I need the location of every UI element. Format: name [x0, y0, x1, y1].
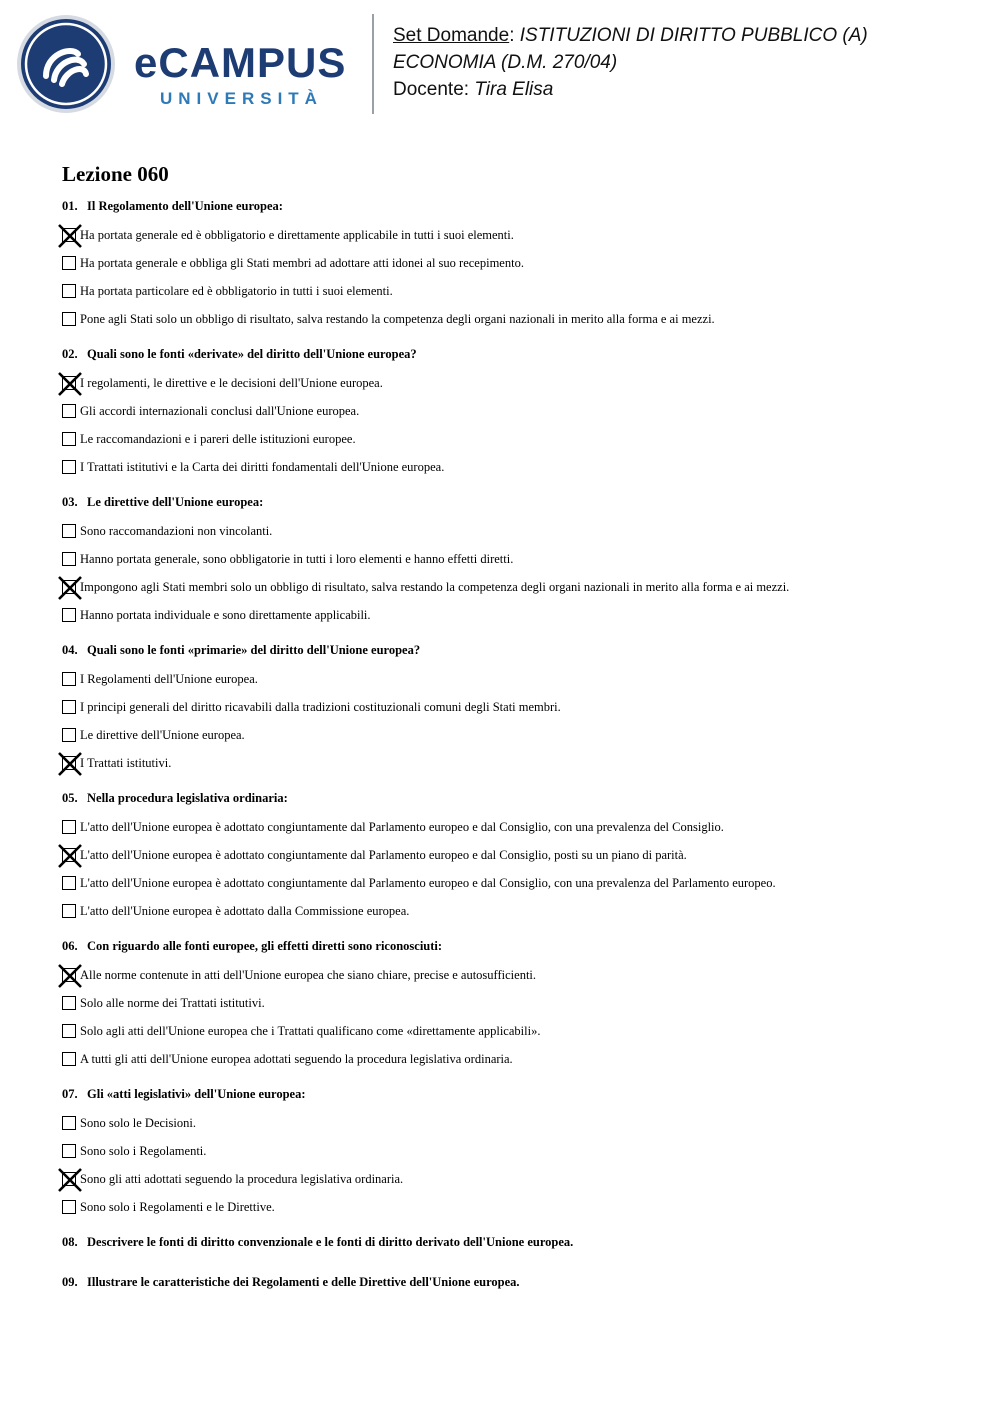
question-label: Con riguardo alle fonti europee, gli effetti diretti sono riconosciuti:	[87, 939, 443, 953]
answer-option[interactable]	[62, 721, 962, 749]
answer-text: Gli accordi internazionali conclusi dall'Unione europea.	[80, 403, 360, 418]
answer-text: L'atto dell'Unione europea è adottato congiuntamente dal Parlamento europeo e dal Consiglio, con una prevalenza del Consiglio.	[80, 819, 724, 834]
cross-mark-icon	[57, 371, 83, 397]
course-line1: ISTITUZIONI DI DIRITTO PUBBLICO (A)	[519, 25, 868, 46]
question-block	[62, 197, 962, 333]
answer-option[interactable]	[62, 1017, 962, 1045]
answer-checkbox[interactable]	[62, 284, 76, 298]
question-text	[62, 937, 962, 955]
question-label: Illustrare le caratteristiche dei Regolamenti e delle Direttive dell'Unione europea.	[87, 1275, 520, 1289]
answer-checkbox[interactable]	[62, 820, 76, 834]
question-block	[62, 789, 962, 925]
open-question	[62, 1273, 962, 1291]
answer-checkbox[interactable]	[62, 404, 76, 418]
answer-option[interactable]	[62, 749, 962, 777]
question-text	[62, 197, 962, 215]
question-number: 01.	[62, 199, 78, 213]
cross-mark-icon	[57, 843, 83, 869]
answer-checkbox[interactable]	[62, 700, 76, 714]
answer-text: L'atto dell'Unione europea è adottato congiuntamente dal Parlamento europeo e dal Consiglio, con una prevalenza del Parlamento europeo.	[80, 875, 776, 890]
answer-option[interactable]	[62, 841, 962, 869]
question-block	[62, 493, 962, 629]
ecampus-logo-icon	[16, 14, 116, 114]
answer-checkbox[interactable]	[62, 848, 76, 862]
answer-text: Le raccomandazioni e i pareri delle istituzioni europee.	[80, 431, 356, 446]
answer-text: I regolamenti, le direttive e le decisioni dell'Unione europea.	[80, 375, 383, 390]
page-header	[0, 0, 1000, 130]
answer-text: Alle norme contenute in atti dell'Unione europea che siano chiare, precise e autosufficienti.	[80, 967, 537, 982]
answer-option[interactable]	[62, 665, 962, 693]
question-number: 06.	[62, 939, 78, 953]
question-text	[62, 493, 962, 511]
answer-text: I Trattati istitutivi e la Carta dei diritti fondamentali dell'Unione europea.	[80, 459, 445, 474]
brand-name: eCAMPUS	[134, 39, 347, 86]
answer-text: Sono raccomandazioni non vincolanti.	[80, 523, 273, 538]
answer-checkbox[interactable]	[62, 968, 76, 982]
answer-option[interactable]	[62, 573, 962, 601]
question-number: 07.	[62, 1087, 78, 1101]
answer-checkbox[interactable]	[62, 1052, 76, 1066]
answer-checkbox[interactable]	[62, 432, 76, 446]
answer-text: Pone agli Stati solo un obbligo di risultato, salva restando la competenza degli organi nazionali in merito alla forma e ai mezzi.	[80, 311, 715, 326]
cross-mark-icon	[57, 751, 83, 777]
question-number: 05.	[62, 791, 78, 805]
answer-option[interactable]	[62, 869, 962, 897]
answer-text: A tutti gli atti dell'Unione europea adottati seguendo la procedura legislativa ordinaria.	[80, 1051, 513, 1066]
answer-text: I Regolamenti dell'Unione europea.	[80, 671, 258, 686]
set-colon: :	[509, 25, 515, 46]
answer-checkbox[interactable]	[62, 1024, 76, 1038]
answer-text: Solo alle norme dei Trattati istitutivi.	[80, 995, 265, 1010]
answer-option[interactable]	[62, 397, 962, 425]
answer-text: Sono gli atti adottati seguendo la procedura legislativa ordinaria.	[80, 1171, 404, 1186]
answer-option[interactable]	[62, 1165, 962, 1193]
answer-text: Sono solo i Regolamenti e le Direttive.	[80, 1199, 275, 1214]
answer-checkbox[interactable]	[62, 376, 76, 390]
answer-checkbox[interactable]	[62, 672, 76, 686]
answer-text: Solo agli atti dell'Unione europea che i Trattati qualificano come «direttamente applicabili».	[80, 1023, 541, 1038]
cross-mark-icon	[57, 1167, 83, 1193]
answer-option[interactable]	[62, 1137, 962, 1165]
answer-option[interactable]	[62, 961, 962, 989]
answer-checkbox[interactable]	[62, 996, 76, 1010]
answer-text: Hanno portata individuale e sono direttamente applicabili.	[80, 607, 371, 622]
question-block	[62, 937, 962, 1073]
answer-option[interactable]	[62, 1109, 962, 1137]
answer-text: Ha portata particolare ed è obbligatorio in tutti i suoi elementi.	[80, 283, 393, 298]
answer-text: Ha portata generale ed è obbligatorio e direttamente applicabile in tutti i suoi elementi.	[80, 227, 514, 242]
set-info	[393, 22, 868, 103]
brand-wordmark	[134, 39, 359, 112]
question-label: Le direttive dell'Unione europea:	[87, 495, 264, 509]
answer-checkbox[interactable]	[62, 1200, 76, 1214]
answer-option[interactable]	[62, 453, 962, 481]
answer-option[interactable]	[62, 369, 962, 397]
course-line2: ECONOMIA (D.M. 270/04)	[393, 52, 618, 73]
answer-checkbox[interactable]	[62, 228, 76, 242]
answer-option[interactable]	[62, 813, 962, 841]
answer-text: I Trattati istitutivi.	[80, 755, 172, 770]
answer-option[interactable]	[62, 545, 962, 573]
answer-text: L'atto dell'Unione europea è adottato dalla Commissione europea.	[80, 903, 410, 918]
question-number: 02.	[62, 347, 78, 361]
question-block	[62, 1085, 962, 1221]
question-number: 09.	[62, 1275, 78, 1289]
header-divider	[372, 14, 374, 114]
question-text	[62, 789, 962, 807]
answer-text: Sono solo i Regolamenti.	[80, 1143, 207, 1158]
question-number: 04.	[62, 643, 78, 657]
answer-text: Ha portata generale e obbliga gli Stati membri ad adottare atti idonei al suo recepimento.	[80, 255, 524, 270]
answer-checkbox[interactable]	[62, 1144, 76, 1158]
question-label: Il Regolamento dell'Unione europea:	[87, 199, 283, 213]
answer-text: L'atto dell'Unione europea è adottato congiuntamente dal Parlamento europeo e dal Consiglio, posti su un piano di parità.	[80, 847, 687, 862]
answer-option[interactable]	[62, 897, 962, 925]
answer-checkbox[interactable]	[62, 728, 76, 742]
answer-checkbox[interactable]	[62, 1172, 76, 1186]
question-block	[62, 345, 962, 481]
answer-option[interactable]	[62, 425, 962, 453]
answer-checkbox[interactable]	[62, 460, 76, 474]
question-block	[62, 641, 962, 777]
brand-subtitle: UNIVERSITÀ	[160, 89, 323, 108]
answer-checkbox[interactable]	[62, 876, 76, 890]
answer-option[interactable]	[62, 221, 962, 249]
question-text	[62, 1085, 962, 1103]
answer-text: Le direttive dell'Unione europea.	[80, 727, 245, 742]
cross-mark-icon	[57, 223, 83, 249]
answer-checkbox[interactable]	[62, 608, 76, 622]
answer-text: I principi generali del diritto ricavabili dalla tradizioni costituzionali comuni degli Stati membri.	[80, 699, 561, 714]
answer-checkbox[interactable]	[62, 552, 76, 566]
question-label: Nella procedura legislativa ordinaria:	[87, 791, 288, 805]
question-number: 03.	[62, 495, 78, 509]
answer-option[interactable]	[62, 1045, 962, 1073]
question-list	[62, 197, 962, 1313]
answer-option[interactable]	[62, 249, 962, 277]
answer-text: Impongono agli Stati membri solo un obbligo di risultato, salva restando la competenza degli organi nazionali in merito alla forma e ai mezzi.	[80, 579, 790, 594]
answer-checkbox[interactable]	[62, 756, 76, 770]
teacher-label: Docente:	[393, 79, 470, 100]
set-label: Set Domande	[393, 25, 510, 46]
cross-mark-icon	[57, 575, 83, 601]
answer-checkbox[interactable]	[62, 904, 76, 918]
answer-option[interactable]	[62, 601, 962, 629]
cross-mark-icon	[57, 963, 83, 989]
lesson-title: Lezione 060	[62, 162, 169, 186]
open-question	[62, 1233, 962, 1251]
answer-option[interactable]	[62, 277, 962, 305]
question-label: Quali sono le fonti «primarie» del diritto dell'Unione europea?	[87, 643, 421, 657]
question-text	[62, 641, 962, 659]
question-label: Descrivere le fonti di diritto convenzionale e le fonti di diritto derivato dell'Unione europea.	[87, 1235, 574, 1249]
teacher-name: Tira Elisa	[474, 79, 554, 100]
answer-option[interactable]	[62, 989, 962, 1017]
answer-option[interactable]	[62, 693, 962, 721]
answer-option[interactable]	[62, 517, 962, 545]
answer-checkbox[interactable]	[62, 256, 76, 270]
answer-text: Sono solo le Decisioni.	[80, 1115, 196, 1130]
question-text	[62, 345, 962, 363]
answer-option[interactable]	[62, 305, 962, 333]
answer-checkbox[interactable]	[62, 312, 76, 326]
question-label: Quali sono le fonti «derivate» del diritto dell'Unione europea?	[87, 347, 417, 361]
question-number: 08.	[62, 1235, 78, 1249]
answer-option[interactable]	[62, 1193, 962, 1221]
answer-checkbox[interactable]	[62, 524, 76, 538]
answer-checkbox[interactable]	[62, 1116, 76, 1130]
answer-checkbox[interactable]	[62, 580, 76, 594]
answer-text: Hanno portata generale, sono obbligatorie in tutti i loro elementi e hanno effetti diretti.	[80, 551, 514, 566]
question-label: Gli «atti legislativi» dell'Unione europea:	[87, 1087, 306, 1101]
